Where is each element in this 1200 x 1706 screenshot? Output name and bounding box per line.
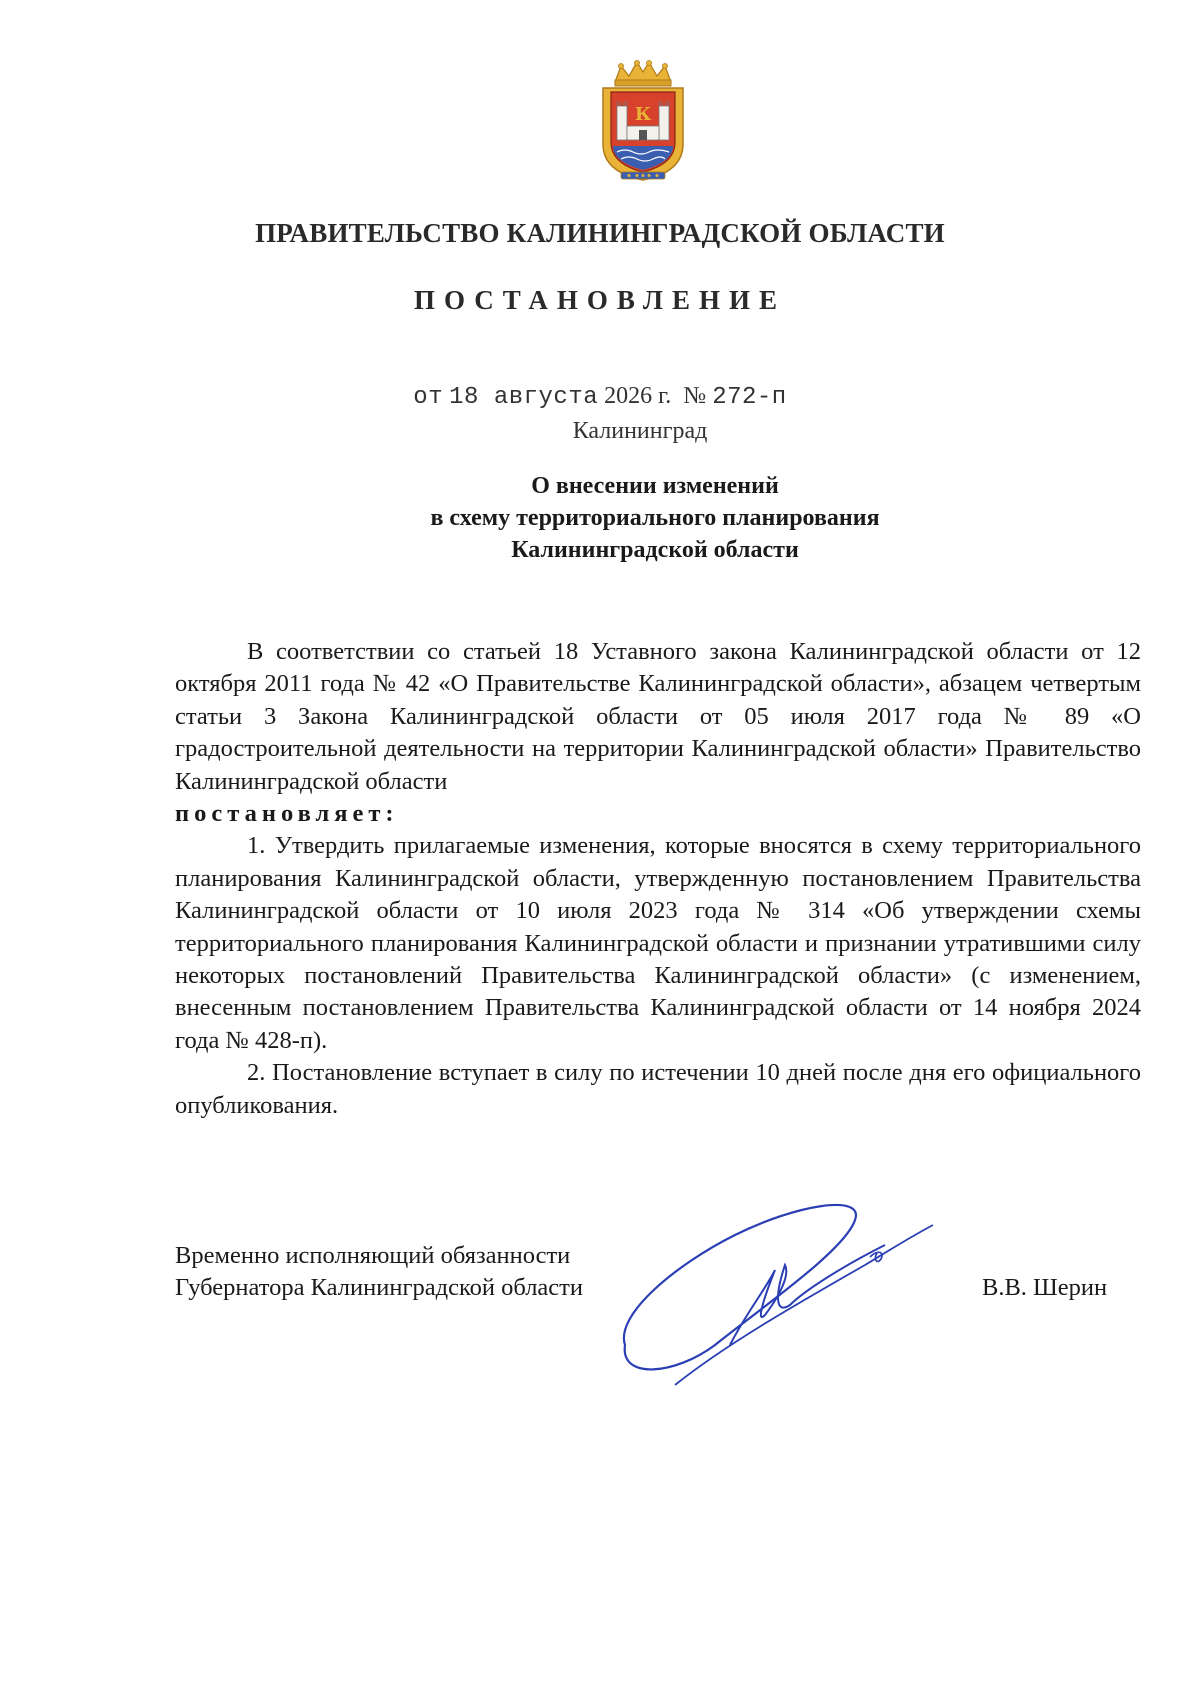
government-title: ПРАВИТЕЛЬСТВО КАЛИНИНГРАДСКОЙ ОБЛАСТИ — [255, 218, 945, 248]
document-body — [175, 636, 1141, 1122]
preamble-paragraph: В соответствии со статьей 18 Уставного закона Калининградской области от 12 октября 2011 года № 42 «О Правительстве Калининградской области», абзацем четвертым статьи 3 Закона Калининградской области от 05 июля 2017 года № 89 «О градостроительной деятельности на территории Калининградской области» Правительство Калининградской области — [175, 638, 1141, 795]
decree-paragraph — [175, 798, 1141, 830]
position-line: Временно исполняющий обязанности — [175, 1242, 571, 1269]
subject-line: О внесении изменений — [531, 473, 779, 499]
date-prefix: от — [413, 384, 444, 411]
item-2-paragraph: 2. Постановление вступает в силу по истечении 10 дней после дня его официального опубликования. — [175, 1059, 1141, 1119]
registration-date: 18 августа — [449, 384, 599, 411]
registration-year: 2026 г. — [604, 383, 672, 409]
coat-of-arms-icon — [595, 60, 691, 182]
subject-line: в схему территориального планирования — [430, 505, 880, 531]
city-name: Калининград — [572, 418, 708, 444]
document-type-title: ПОСТАНОВЛЕНИЕ — [413, 285, 787, 315]
item-1-paragraph: 1. Утвердить прилагаемые изменения, которые вносятся в схему территориального планирования Калининградской области, утвержденную постановлением Правительства Калининградской области от 10 июля 2023 года № 314 «Об утверждении схемы территориального планирования Калининградской области и признании утратившими силу некоторых постановлений Правительства Калининградской области» (с изменением, внесенным постановлением Правительства Калининградской области от 14 ноября 2024 года № 428-п). — [175, 832, 1141, 1054]
subject-line: Калининградской области — [511, 537, 799, 563]
signatory-position — [175, 1240, 583, 1304]
position-line: Губернатора Калининградской области — [175, 1274, 583, 1301]
decree-word: постановляет: — [175, 800, 399, 828]
signatory-name: В.В. Шерин — [982, 1274, 1108, 1301]
registration-line — [0, 383, 1200, 411]
document-subject — [0, 470, 1200, 566]
number-label: № — [683, 383, 707, 409]
registration-number: 272-п — [712, 384, 787, 411]
svg-text:К: К — [634, 104, 652, 125]
handwritten-signature-icon — [615, 1195, 945, 1405]
